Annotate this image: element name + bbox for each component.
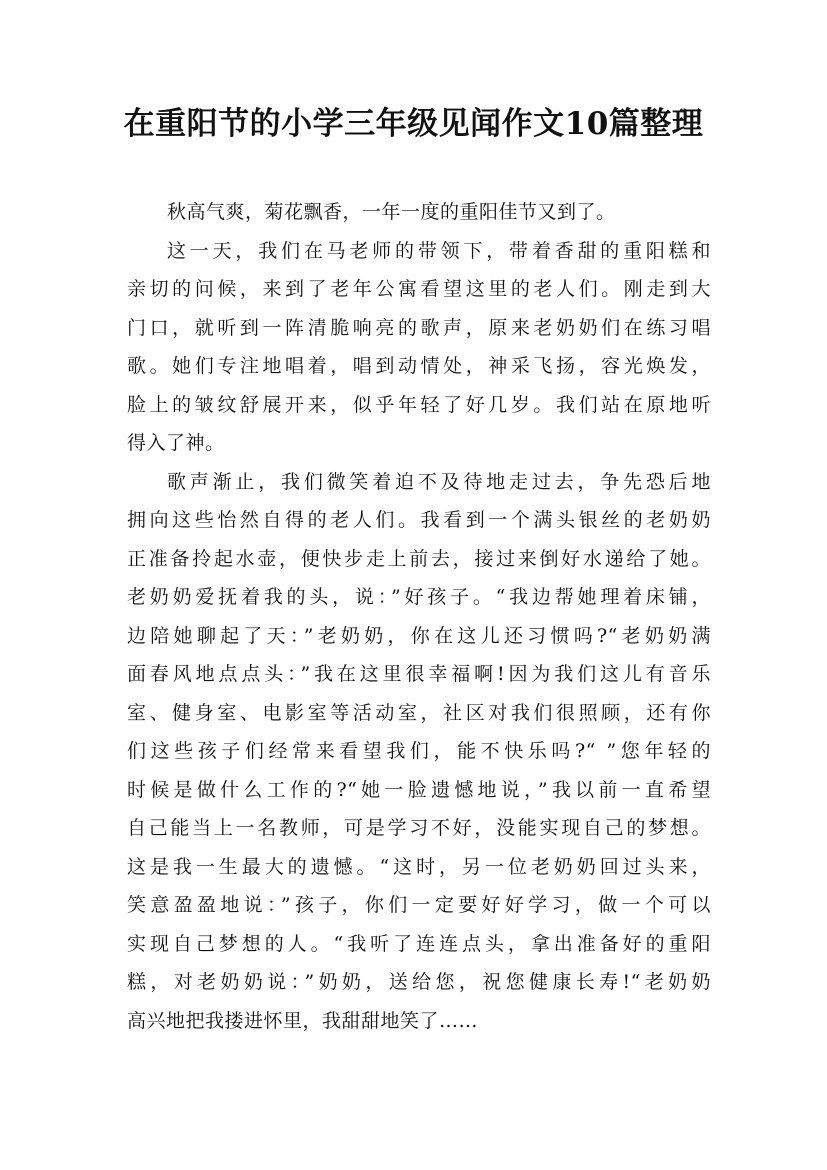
- text-line: 得入了神。: [127, 432, 225, 454]
- paragraph-1: [127, 193, 711, 232]
- text-line: 门口，就听到一阵清脆响亮的歌声，原来老奶奶们在练习唱: [127, 316, 711, 339]
- text-line: 面春风地点点头：”我在这里很幸福啊!因为我们这儿有音乐: [127, 663, 711, 685]
- article-body: [127, 193, 711, 1040]
- text-line: 歌。她们专注地唱着，唱到动情处，神采飞扬，容光焕发，: [127, 355, 711, 377]
- text-line: 这一天，我们在马老师的带领下，带着香甜的重阳糕和: [167, 239, 711, 262]
- text-line: 歌声渐止，我们微笑着迫不及待地走过去，争先恐后地: [167, 470, 711, 493]
- document-title: 在重阳节的小学三年级见闻作文10篇整理: [123, 106, 704, 142]
- text-line: 室、健身室、电影室等活动室，社区对我们很照顾，还有你: [127, 701, 711, 724]
- text-line: 这是我一生最大的遗憾。“这时，另一位老奶奶回过头来，: [127, 855, 711, 878]
- text-line: 边陪她聊起了天：”老奶奶，你在这儿还习惯吗?“老奶奶满: [127, 624, 711, 647]
- text-line: 自己能当上一名教师，可是学习不好，没能实现自己的梦想。: [127, 817, 711, 839]
- text-line: 笑意盈盈地说：”孩子，你们一定要好好学习，做一个可以: [127, 894, 711, 916]
- text-line: 糕，对老奶奶说：”奶奶，送给您，祝您健康长寿!“老奶奶: [127, 971, 711, 993]
- paragraph-3: [127, 463, 711, 1041]
- text-line: 秋高气爽，菊花飘香，一年一度的重阳佳节又到了。: [167, 201, 616, 223]
- text-line: 实现自己梦想的人。“我听了连连点头，拿出准备好的重阳: [127, 932, 711, 955]
- text-line: 脸上的皱纹舒展开来，似乎年轻了好几岁。我们站在原地听: [127, 393, 711, 416]
- text-line: 们这些孩子们经常来看望我们，能不快乐吗?“ ”您年轻的: [127, 740, 711, 762]
- text-line: 时候是做什么工作的?“她一脸遗憾地说，”我以前一直希望: [127, 778, 711, 801]
- paragraph-2: [127, 232, 711, 463]
- text-line: 老奶奶爱抚着我的头，说：”好孩子。“我边帮她理着床铺，: [127, 586, 711, 608]
- text-line: 高兴地把我搂进怀里，我甜甜地笑了……: [127, 1009, 479, 1032]
- text-line: 正准备拎起水壶，便快步走上前去，接过来倒好水递给了她。: [127, 547, 711, 570]
- text-line: 亲切的问候，来到了老年公寓看望这里的老人们。刚走到大: [127, 278, 711, 300]
- text-line: 拥向这些怡然自得的老人们。我看到一个满头银丝的老奶奶: [127, 509, 711, 531]
